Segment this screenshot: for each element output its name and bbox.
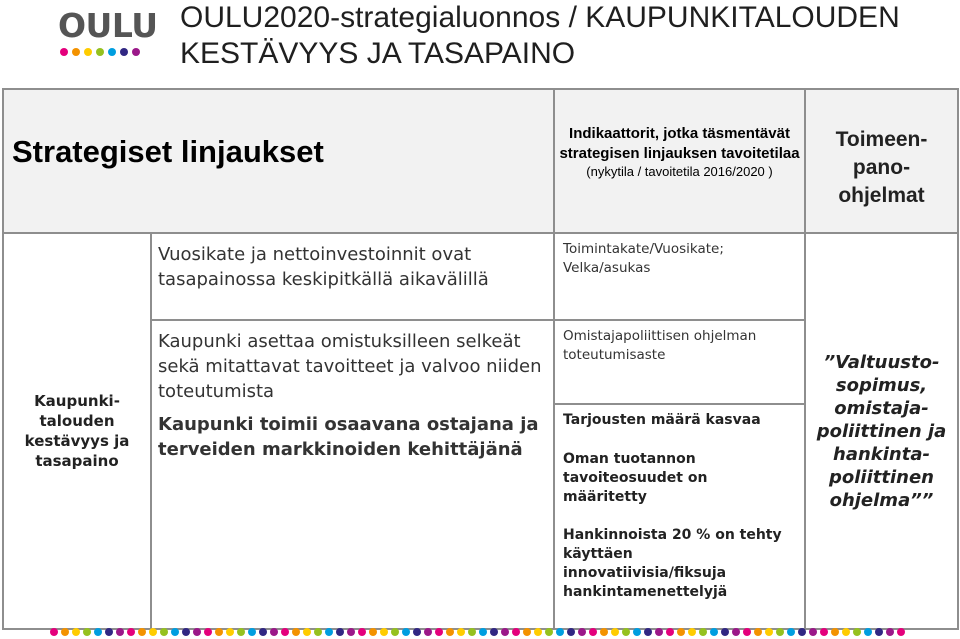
decorative-dot xyxy=(325,628,333,636)
decorative-dot xyxy=(402,628,410,636)
indicator-3c: Hankinnoista 20 % on tehty käyttäen innovatiivisia/fiksuja hankintamenettelyjä xyxy=(563,527,782,600)
decorative-dot xyxy=(688,628,696,636)
decorative-dot xyxy=(743,628,751,636)
slide-title: OULU2020-strategialuonnos / KAUPUNKITALOUDEN KESTÄVYYS JA TASAPAINO xyxy=(180,1,900,70)
decorative-dot xyxy=(358,628,366,636)
decorative-dot xyxy=(292,628,300,636)
decorative-dot xyxy=(50,628,58,636)
strategy-cell-3 xyxy=(151,404,554,629)
decorative-dot xyxy=(391,628,399,636)
header-indicators: Indikaattorit, jotka täsmentävät strategisen linjauksen tavoitetilaa xyxy=(559,125,800,162)
decorative-dot xyxy=(446,628,454,636)
decorative-dot xyxy=(237,628,245,636)
decorative-dot xyxy=(886,628,894,636)
decorative-dot xyxy=(853,628,861,636)
strategy-cell-2 xyxy=(151,320,554,404)
header-programs: Toimeen-pano-ohjelmat xyxy=(835,128,928,207)
decorative-dot xyxy=(336,628,344,636)
decorative-dot xyxy=(622,628,630,636)
decorative-dot xyxy=(666,628,674,636)
decorative-dot xyxy=(776,628,784,636)
decorative-dot xyxy=(248,628,256,636)
indicator-1: Toimintakate/Vuosikate; Velka/asukas xyxy=(563,241,724,276)
decorative-dot xyxy=(193,628,201,636)
decorative-dot xyxy=(160,628,168,636)
decorative-dot xyxy=(424,628,432,636)
decorative-dot xyxy=(798,628,806,636)
decorative-dot xyxy=(644,628,652,636)
logo-dots xyxy=(60,48,140,56)
decorative-dot xyxy=(270,628,278,636)
decorative-dot xyxy=(842,628,850,636)
logo-text: OULU xyxy=(58,6,158,45)
decorative-dot xyxy=(61,628,69,636)
decorative-dot xyxy=(765,628,773,636)
decorative-dot xyxy=(72,628,80,636)
indicator-3a: Tarjousten määrä kasvaa xyxy=(563,412,761,428)
header-indicators-cell xyxy=(554,89,805,233)
indicator-cell-2 xyxy=(554,320,805,404)
decorative-dot xyxy=(589,628,597,636)
decorative-dot xyxy=(182,628,190,636)
decorative-dot xyxy=(457,628,465,636)
decorative-dot xyxy=(809,628,817,636)
decorative-dot xyxy=(545,628,553,636)
oulu-logo xyxy=(58,6,168,62)
decorative-dot xyxy=(754,628,762,636)
decorative-dot-bar xyxy=(50,628,910,636)
decorative-dot xyxy=(435,628,443,636)
decorative-dot xyxy=(787,628,795,636)
decorative-dot xyxy=(523,628,531,636)
decorative-dot xyxy=(215,628,223,636)
decorative-dot xyxy=(831,628,839,636)
decorative-dot xyxy=(677,628,685,636)
decorative-dot xyxy=(556,628,564,636)
decorative-dot xyxy=(281,628,289,636)
decorative-dot xyxy=(875,628,883,636)
header-strategy: Strategiset linjaukset xyxy=(12,134,324,169)
decorative-dot xyxy=(534,628,542,636)
header-indicators-sub: (nykytila / tavoitetila 2016/2020 ) xyxy=(586,164,773,179)
decorative-dot xyxy=(380,628,388,636)
decorative-dot xyxy=(633,628,641,636)
decorative-dot xyxy=(149,628,157,636)
decorative-dot xyxy=(611,628,619,636)
decorative-dot xyxy=(259,628,267,636)
indicator-3b: Oman tuotannon tavoiteosuudet on määritetty xyxy=(563,451,708,505)
header-strategy-cell xyxy=(3,89,554,233)
decorative-dot xyxy=(490,628,498,636)
decorative-dot xyxy=(116,628,124,636)
decorative-dot xyxy=(204,628,212,636)
decorative-dot xyxy=(347,628,355,636)
decorative-dot xyxy=(105,628,113,636)
decorative-dot xyxy=(94,628,102,636)
decorative-dot xyxy=(721,628,729,636)
program-cell: ”Valtuusto-sopimus, omistaja-poliittinen ja hankinta-poliittinen ohjelma”” xyxy=(805,233,958,629)
indicator-2: Omistajapoliittisen ohjelman toteutumisaste xyxy=(563,328,757,363)
decorative-dot xyxy=(138,628,146,636)
decorative-dot xyxy=(699,628,707,636)
decorative-dot xyxy=(314,628,322,636)
strategy-table xyxy=(2,88,959,630)
indicator-cell-3 xyxy=(554,404,805,629)
decorative-dot xyxy=(600,628,608,636)
decorative-dot xyxy=(127,628,135,636)
decorative-dot xyxy=(479,628,487,636)
decorative-dot xyxy=(897,628,905,636)
decorative-dot xyxy=(171,628,179,636)
decorative-dot xyxy=(83,628,91,636)
strategy-2: Kaupunki asettaa omistuksilleen selkeät sekä mitattavat tavoitteet ja valvoo niiden toteutumista xyxy=(158,331,542,402)
decorative-dot xyxy=(413,628,421,636)
decorative-dot xyxy=(820,628,828,636)
left-label: Kaupunki-talouden kestävyys ja tasapaino xyxy=(3,233,151,629)
decorative-dot xyxy=(864,628,872,636)
decorative-dot xyxy=(501,628,509,636)
strategy-cell-1 xyxy=(151,233,554,320)
decorative-dot xyxy=(655,628,663,636)
decorative-dot xyxy=(578,628,586,636)
decorative-dot xyxy=(369,628,377,636)
header-programs-cell xyxy=(805,89,958,233)
decorative-dot xyxy=(512,628,520,636)
decorative-dot xyxy=(468,628,476,636)
strategy-3: Kaupunki toimii osaavana ostajana ja terveiden markkinoiden kehittäjänä xyxy=(158,414,539,460)
decorative-dot xyxy=(710,628,718,636)
decorative-dot xyxy=(567,628,575,636)
indicator-cell-1 xyxy=(554,233,805,320)
decorative-dot xyxy=(226,628,234,636)
strategy-1: Vuosikate ja nettoinvestoinnit ovat tasapainossa keskipitkällä aikavälillä xyxy=(158,244,489,290)
decorative-dot xyxy=(303,628,311,636)
decorative-dot xyxy=(732,628,740,636)
